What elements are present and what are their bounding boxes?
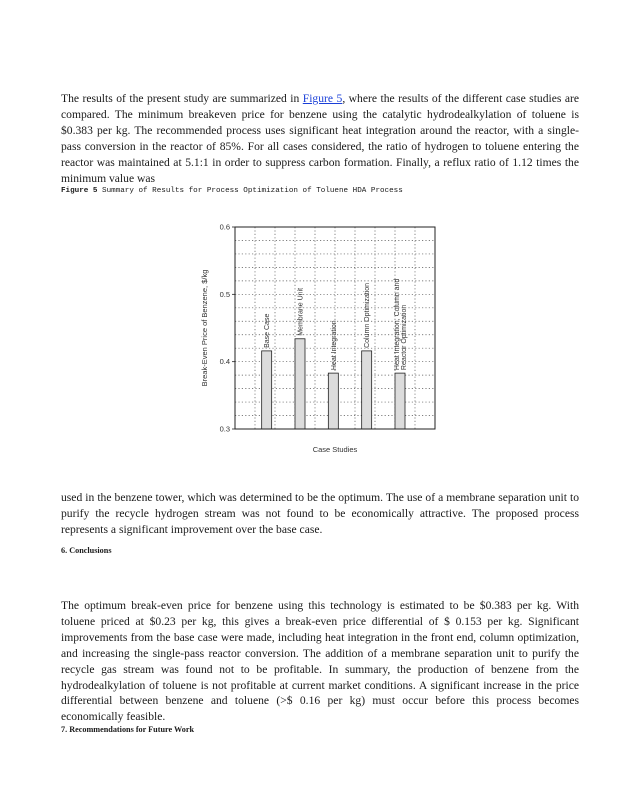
break-even-price-chart (190, 212, 450, 460)
y-tick-label: 0.3 (219, 424, 230, 434)
results-text-start: The results of the present study are summarized in (61, 92, 303, 105)
figure-label: Figure 5 (61, 187, 98, 195)
bar (362, 351, 372, 429)
results-text-end: , where the results of the different case studies are compared. The minimum breakeven price for benzene using the catalytic hydrodealkylation of toluene is $0.383 per kg. The recommended process uses significant heat integration around the reactor, with a single-pass conversion in the reactor of 85%. For all cases considered, the ratio of hydrogen to toluene entering the reactor was maintained at 5.1:1 in order to suppress carbon formation. Finally, a reflux ratio of 1.12 times the minimum value was (61, 92, 580, 185)
future-work-heading: 7. Recommendations for Future Work (61, 725, 195, 734)
category-label: Base Case (264, 313, 272, 348)
conclusions-heading: 6. Conclusions (61, 546, 112, 555)
bar (395, 373, 405, 429)
figure-5-link[interactable]: Figure 5 (302, 92, 343, 105)
figure-caption-text: Summary of Results for Process Optimization of Toluene HDA Process (97, 187, 403, 195)
bar (328, 373, 338, 429)
y-tick-label: 0.4 (219, 357, 230, 367)
category-label: Column Optimization (364, 282, 372, 348)
category-label: Heat Integration (330, 320, 338, 371)
category-label: Reactor Optimization (401, 304, 408, 371)
y-axis-label: Break-Even Price of Benzene, $/kg (200, 269, 209, 387)
bar (262, 351, 272, 429)
x-axis-label: Case Studies (312, 445, 358, 454)
category-label: Membrane Unit (297, 287, 305, 336)
results-paragraph (61, 91, 579, 186)
y-tick-label: 0.6 (219, 222, 230, 232)
discussion-paragraph: used in the benzene tower, which was determined to be the optimum. The use of a membrane separation unit to purify the recycle hydrogen stream was not found to be economically attractive. The proposed process represents a significant improvement over the base case. (61, 491, 579, 536)
figure-caption (61, 187, 403, 195)
conclusions-paragraph: The optimum break-even price for benzene using this technology is estimated to be $0.383 per kg. With toluene priced at $0.23 per kg, this gives a break-even price differential of $ 0.153 per kg. Significant improvements from the base case were made, including heat integration in the front end, column optimization, and increasing the single-pass reactor conversion. The addition of a membrane separation unit to purify the recycle gas stream was found not to be profitable. In summary, the production of benzene from the hydrodealkylation of toluene is not profitable at current market conditions. A significant increase in the price differential between benzene and toluene (>$ 0.16 per kg) must occur before this process becomes economically feasible. (61, 599, 579, 724)
category-label: Heat Integration, Column and (394, 278, 401, 371)
y-tick-label: 0.5 (219, 289, 230, 299)
bar (295, 339, 305, 429)
